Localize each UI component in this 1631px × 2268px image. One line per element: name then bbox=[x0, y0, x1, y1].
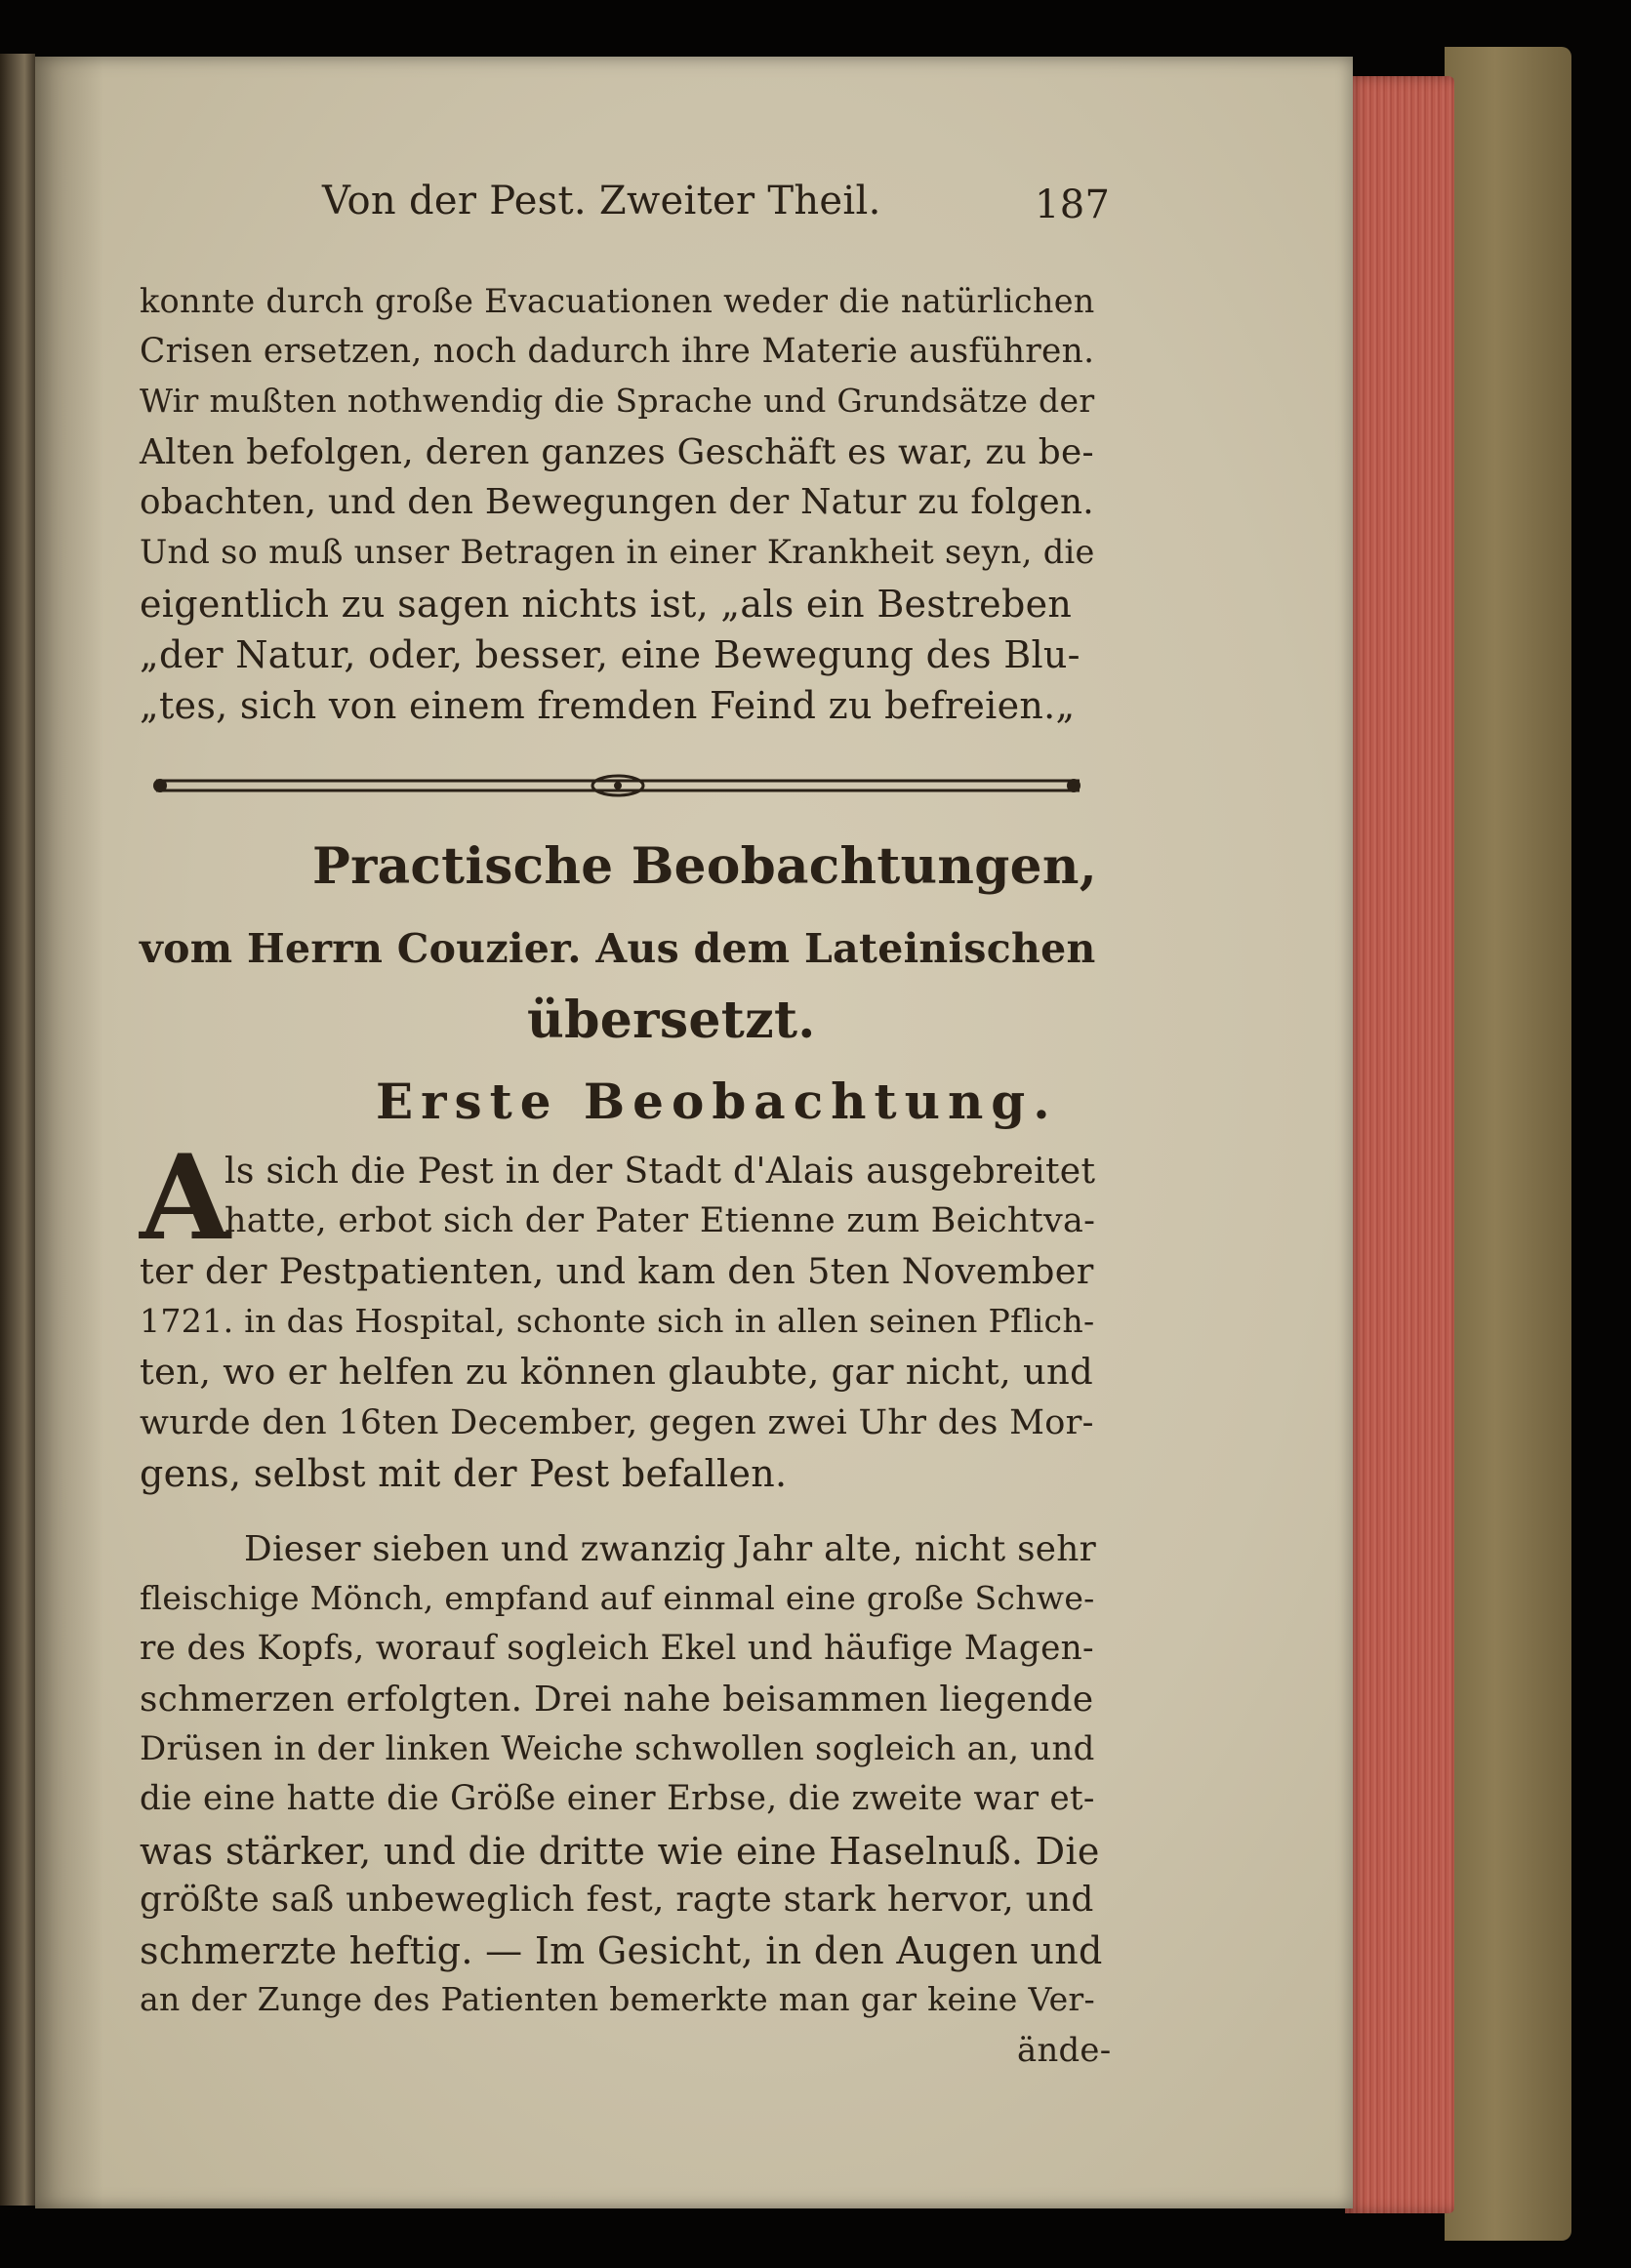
text-line: Wir mußten nothwendig die Sprache und Grundsätze der bbox=[140, 382, 1095, 420]
section-title-line3: übersetzt. bbox=[527, 991, 816, 1050]
section-title-line2: vom Herrn Couzier. Aus dem Lateinischen bbox=[140, 925, 1096, 972]
text-line: Drüsen in der linken Weiche schwollen sogleich an, und bbox=[140, 1729, 1095, 1767]
text-line: „der Natur, oder, besser, eine Bewegung des Blu- bbox=[140, 633, 1081, 676]
text-line: ten, wo er helfen zu können glaubte, gar nicht, und bbox=[140, 1351, 1093, 1393]
text-line: konnte durch große Evacuationen weder die natürlichen bbox=[140, 282, 1095, 320]
text-line: was stärker, und die dritte wie eine Haselnuß. Die bbox=[140, 1830, 1100, 1873]
text-line: die eine hatte die Größe einer Erbse, die zweite war et- bbox=[140, 1779, 1095, 1818]
text-line: re des Kopfs, worauf sogleich Ekel und häufige Magen- bbox=[140, 1629, 1094, 1668]
ornamental-divider bbox=[146, 769, 1089, 804]
text-line: eigentlich zu sagen nichts ist, „als ein Bestreben bbox=[140, 583, 1073, 626]
text-line: 1721. in das Hospital, schonte sich in allen seinen Pflich- bbox=[140, 1302, 1095, 1340]
text-line: Und so muß unser Betragen in einer Krankheit seyn, die bbox=[140, 533, 1095, 571]
text-line: hatte, erbot sich der Pater Etienne zum Beichtva- bbox=[224, 1201, 1096, 1240]
subsection-title: Erste Beobachtung. bbox=[376, 1073, 1058, 1130]
text-line: Dieser sieben und zwanzig Jahr alte, nicht sehr bbox=[244, 1529, 1096, 1569]
text-line: Alten befolgen, deren ganzes Geschäft es war, zu be- bbox=[140, 432, 1094, 472]
text-line: wurde den 16ten December, gegen zwei Uhr des Mor- bbox=[140, 1402, 1094, 1442]
text-line: gens, selbst mit der Pest befallen. bbox=[140, 1452, 788, 1495]
catchword: ände- bbox=[1017, 2031, 1112, 2069]
section-title-line1: Practische Beobachtungen, bbox=[312, 836, 1097, 896]
gutter-shadow bbox=[35, 57, 103, 2208]
text-line: ls sich die Pest in der Stadt d'Alais ausgebreitet bbox=[224, 1150, 1096, 1192]
text-line: Crisen ersetzen, noch dadurch ihre Materie ausführen. bbox=[140, 332, 1095, 371]
text-line: größte saß unbeweglich fest, ragte stark hervor, und bbox=[140, 1880, 1094, 1920]
page-number: 187 bbox=[1035, 182, 1111, 227]
previous-page-strip bbox=[0, 54, 35, 2206]
drop-cap: A bbox=[140, 1129, 231, 1267]
text-line: fleischige Mönch, empfand auf einmal eine große Schwe- bbox=[140, 1579, 1095, 1617]
text-line: „tes, sich von einem fremden Feind zu befreien.„ bbox=[140, 684, 1076, 727]
book-cover bbox=[1445, 47, 1571, 2241]
text-line: schmerzen erfolgten. Drei nahe beisammen liegende bbox=[140, 1680, 1094, 1720]
page-edges bbox=[1345, 76, 1454, 2213]
text-line: schmerzte heftig. — Im Gesicht, in den Augen und bbox=[140, 1929, 1103, 1972]
text-line: ter der Pestpatienten, und kam den 5ten November bbox=[140, 1250, 1094, 1292]
text-line: obachten, und den Bewegungen der Natur zu folgen. bbox=[140, 482, 1094, 522]
text-line: an der Zunge des Patienten bemerkte man gar keine Ver- bbox=[140, 1980, 1095, 2018]
running-title: Von der Pest. Zweiter Theil. bbox=[322, 179, 881, 223]
